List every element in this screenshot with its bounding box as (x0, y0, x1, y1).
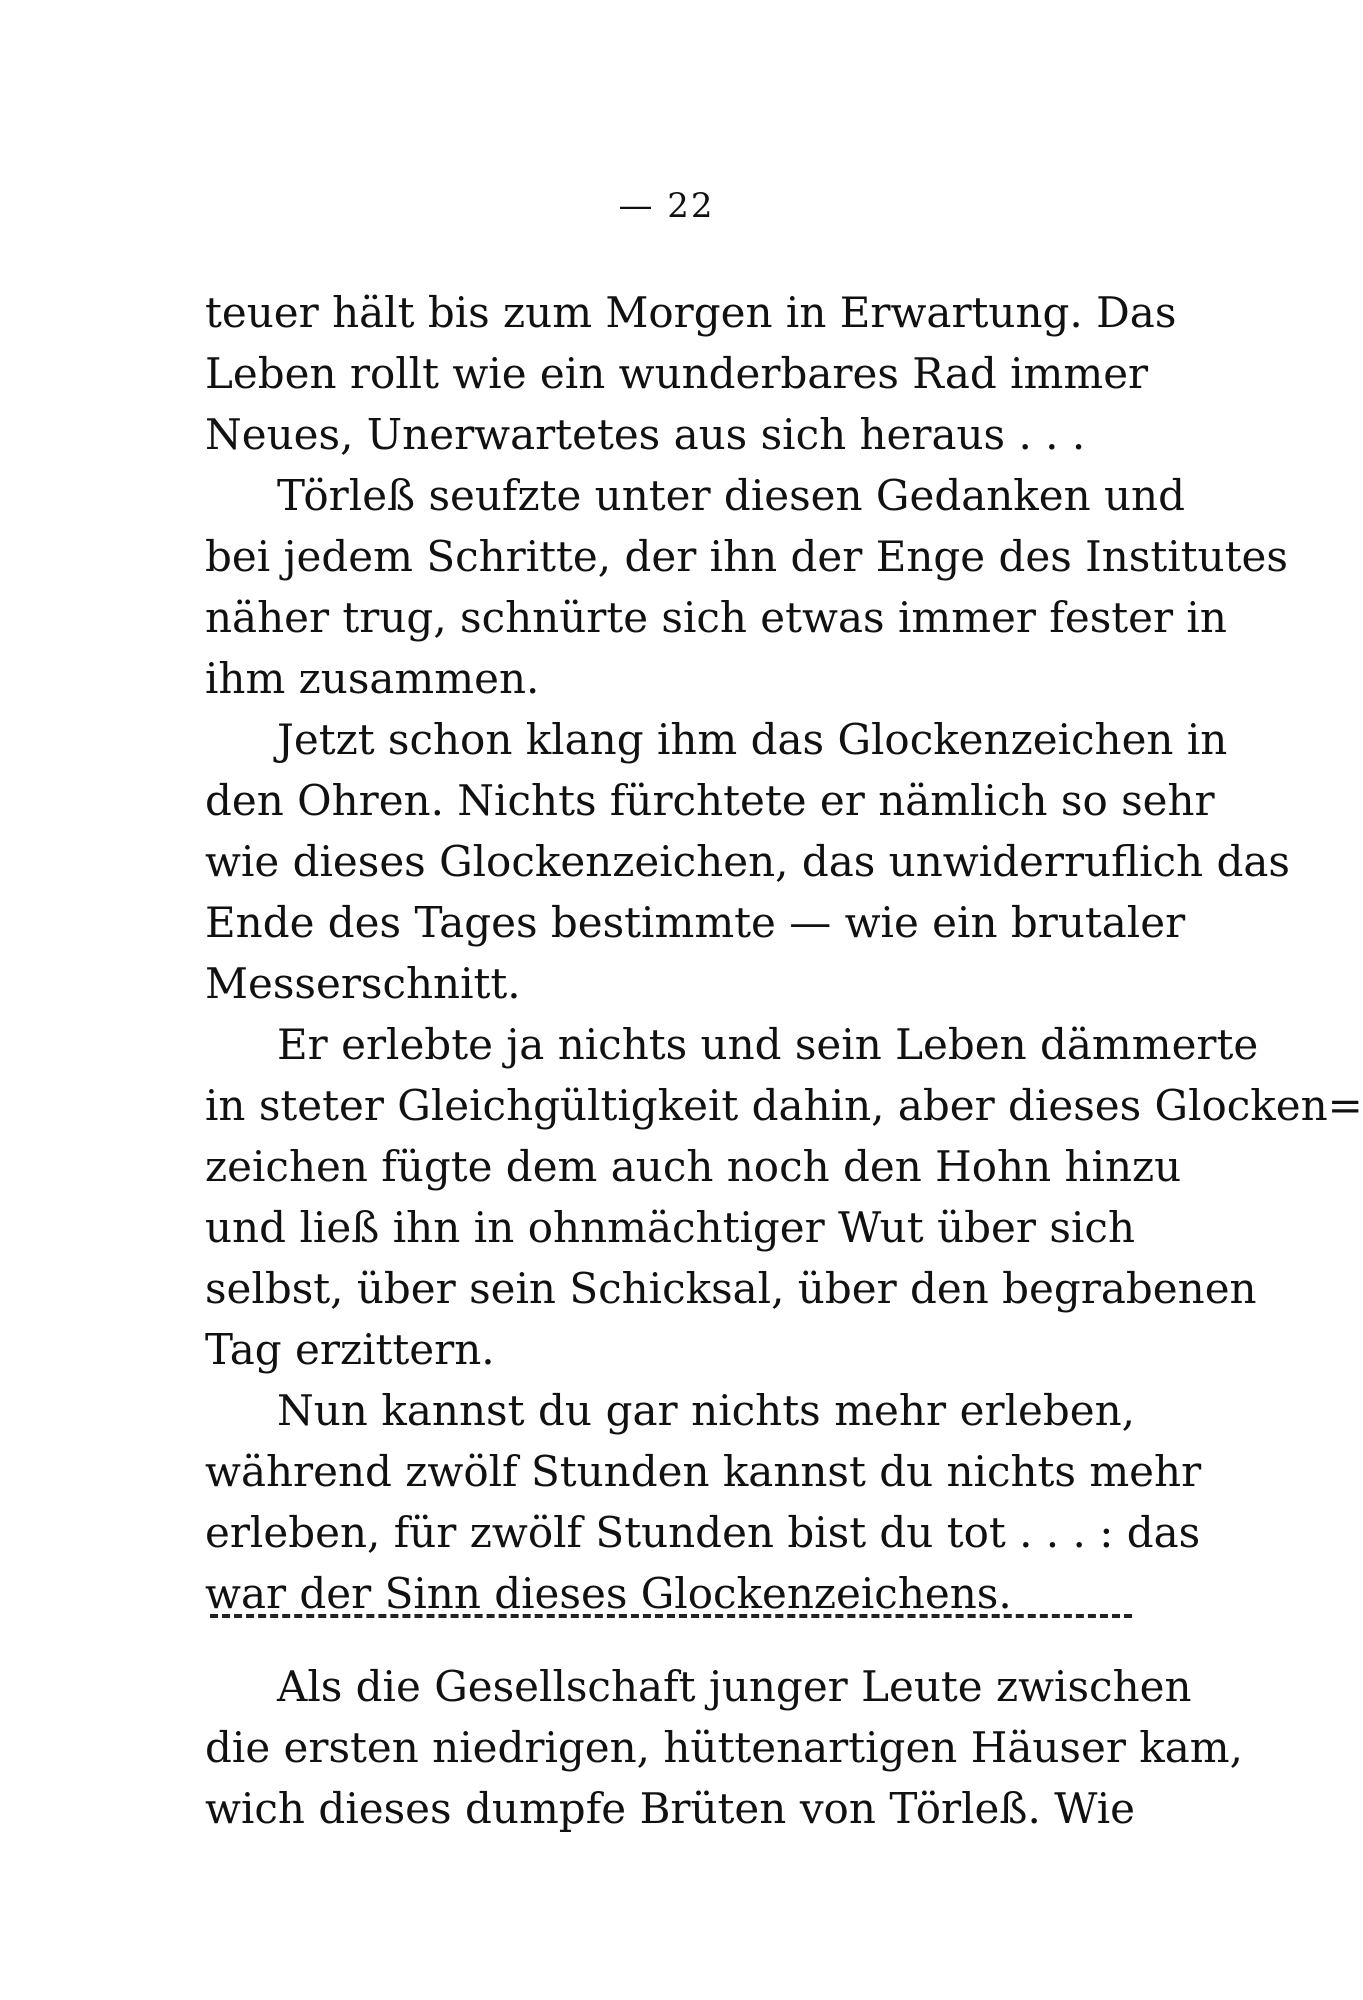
continued-text-block (205, 1656, 1243, 1839)
paragraph-6-line-2: die ersten niedrigen, hüttenartigen Häuser kam, (205, 1723, 1243, 1772)
paragraph-2-line-1: Törleß seufzte unter diesen Gedanken und (277, 471, 1185, 520)
paragraph-5-line-2: während zwölf Stunden kannst du nichts mehr (205, 1447, 1202, 1496)
paragraph-6-line-1: Als die Gesellschaft junger Leute zwischen (277, 1662, 1192, 1711)
main-text-block (205, 282, 1363, 1624)
paragraph-3-line-2: den Ohren. Nichts fürchtete er nämlich so sehr (205, 776, 1215, 825)
paragraph-4-line-2: in steter Gleichgültigkeit dahin, aber dieses Glocken= (205, 1081, 1363, 1130)
paragraph-1-line-2: Leben rollt wie ein wunderbares Rad immer (205, 349, 1149, 398)
paragraph-3-line-5: Messerschnitt. (205, 959, 521, 1008)
paragraph-4-line-1: Er erlebte ja nichts und sein Leben dämmerte (277, 1020, 1259, 1069)
paragraph-2-line-2: bei jedem Schritte, der ihn der Enge des Institutes (205, 532, 1288, 581)
paragraph-1-line-3: Neues, Unerwartetes aus sich heraus . . . (205, 410, 1086, 459)
paragraph-2-line-4: ihm zusammen. (205, 654, 540, 703)
paragraph-4-line-6: Tag erzittern. (205, 1325, 495, 1374)
section-divider (210, 1614, 1132, 1624)
paragraph-1-line-1: teuer hält bis zum Morgen in Erwartung. Das (205, 288, 1177, 337)
paragraph-4-line-4: und ließ ihn in ohnmächtiger Wut über sich (205, 1203, 1135, 1252)
paragraph-3-line-4: Ende des Tages bestimmte — wie ein brutaler (205, 898, 1186, 947)
paragraph-2-line-3: näher trug, schnürte sich etwas immer fester in (205, 593, 1227, 642)
paragraph-3-line-1: Jetzt schon klang ihm das Glockenzeichen in (277, 715, 1228, 764)
paragraph-5-line-1: Nun kannst du gar nichts mehr erleben, (277, 1386, 1135, 1435)
paragraph-4-line-3: zeichen fügte dem auch noch den Hohn hinzu (205, 1142, 1182, 1191)
paragraph-3-line-3: wie dieses Glockenzeichen, das unwiderruflich das (205, 837, 1290, 886)
paragraph-5-line-4: war der Sinn dieses Glockenzeichens. (205, 1569, 1012, 1618)
paragraph-6-line-3: wich dieses dumpfe Brüten von Törleß. Wie (205, 1784, 1135, 1833)
page-number: — 22 (618, 186, 715, 226)
paragraph-4-line-5: selbst, über sein Schicksal, über den begrabenen (205, 1264, 1257, 1313)
paragraph-5-line-3: erleben, für zwölf Stunden bist du tot . . . : das (205, 1508, 1201, 1557)
